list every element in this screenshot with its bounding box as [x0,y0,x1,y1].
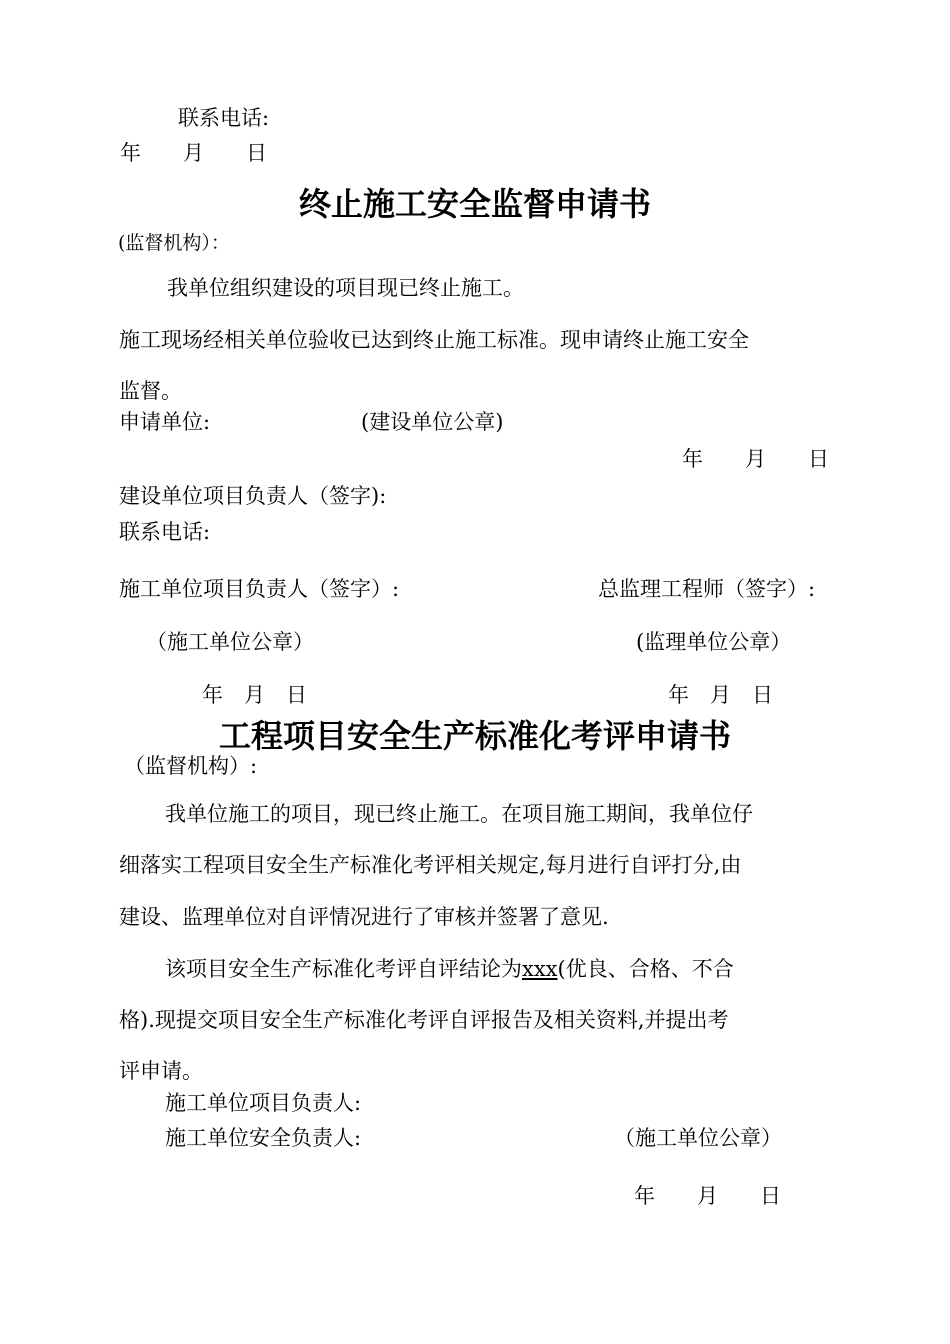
form2-title: 工程项目安全生产标准化考评申请书 [218,717,731,755]
form1-date-left: 年 月 日 [202,683,307,707]
safety-manager-label: 施工单位安全负责人: [165,1126,362,1150]
form2-contractor-seal: （施工单位公章） [614,1126,782,1150]
form1-title: 终止施工安全监督申请书 [298,185,651,223]
supervisor-seal: (监理单位公章） [636,630,792,654]
conclusion-lead: 该项目安全生产标准化考评自评结论为 [165,957,522,981]
form2-para2-line3: 评申请。 [119,1059,203,1083]
builder-seal: (建设单位公章) [361,410,504,434]
form1-date-right: 年 月 日 [682,447,829,471]
form2-para1-line1: 我单位施工的项目，现已终止施工。在项目施工期间，我单位仔 [165,802,753,826]
form1-para2-line1: 施工现场经相关单位验收已达到终止施工标准。现申请终止施工安全 [119,328,749,352]
project-manager-label: 施工单位项目负责人: [165,1091,362,1115]
supervisor-signature-label: 总监理工程师（签字）: [598,577,816,601]
contractor-signature-label: 施工单位项目负责人（签字）: [119,577,400,601]
date-line: 年 月 日 [120,141,267,165]
conclusion-options: (优良、合格、不合 [557,957,734,981]
form2-para2-line1 [165,955,734,983]
conclusion-value: xxx [522,957,558,981]
form2-para1-line2: 细落实工程项目安全生产标准化考评相关规定,每月进行自评打分,由 [119,853,742,877]
form2-para1-line3: 建设、监理单位对自评情况进行了审核并签署了意见. [119,905,609,929]
form1-para1: 我单位组织建设的项目现已终止施工。 [167,276,524,300]
form1-para2-line2: 监督。 [119,379,182,403]
form1-date-right2: 年 月 日 [668,683,773,707]
form2-para2-line2: 格).现提交项目安全生产标准化考评自评报告及相关资料,并提出考 [119,1008,729,1032]
phone-label: 联系电话: [178,106,270,130]
form2-date: 年 月 日 [634,1184,781,1208]
form1-addressee: (监督机构）： [118,232,230,254]
form2-addressee: （监督机构）: [124,754,258,778]
contractor-seal: （施工单位公章） [146,630,314,654]
form1-phone-label: 联系电话: [119,520,211,544]
applicant-label: 申请单位: [119,410,211,434]
builder-signature-label: 建设单位项目负责人（签字): [119,484,387,508]
